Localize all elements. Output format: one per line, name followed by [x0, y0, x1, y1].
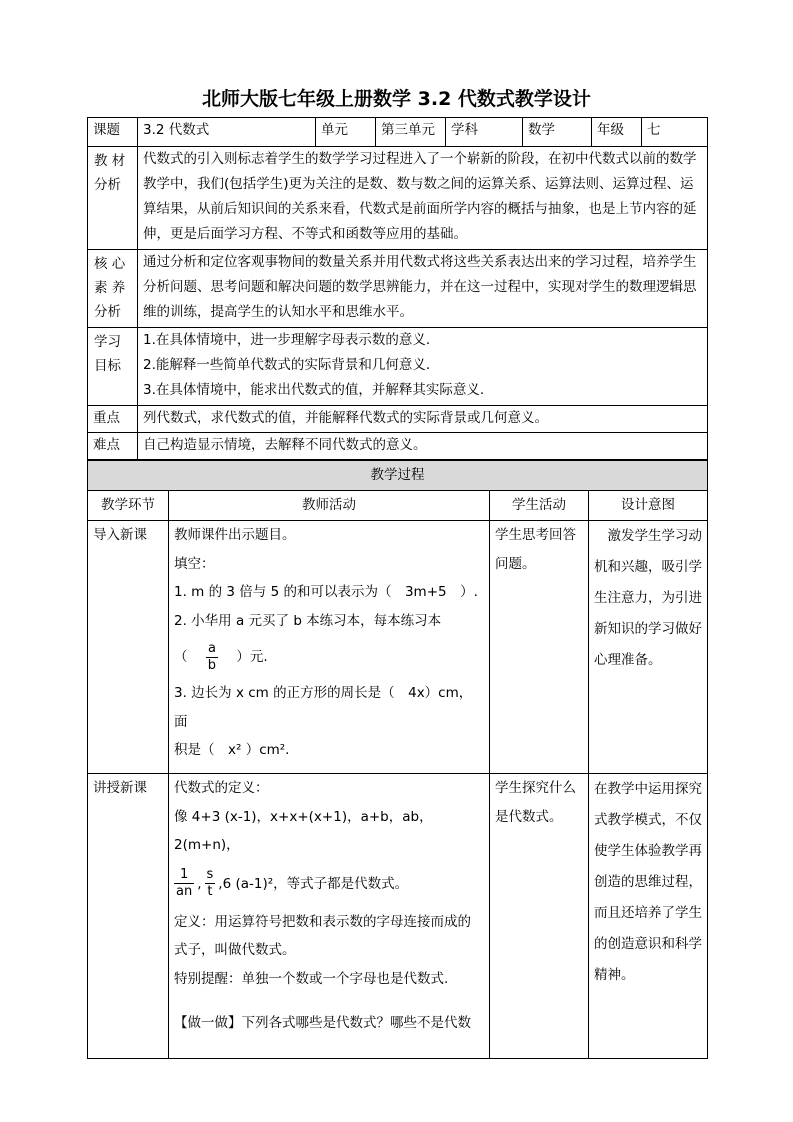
col-stage: 教学环节 [88, 491, 169, 521]
grade-label: 年级 [592, 118, 642, 147]
subject-value: 数学 [523, 118, 592, 147]
topic-value: 3.2 代数式 [138, 118, 316, 147]
goal-item: 2.能解释一些简单代数式的实际背景和几何意义. [143, 357, 431, 373]
col-teacher: 教师活动 [169, 491, 490, 521]
analysis-label: 教 材 分析 [88, 147, 138, 250]
goal-item: 1.在具体情境中，进一步理解字母表示数的意义. [143, 332, 431, 348]
key-point-text: 列代数式，求代数式的值，并能解释代数式的实际背景或几何意义。 [138, 406, 708, 433]
subject-label: 学科 [446, 118, 523, 147]
info-table [87, 117, 708, 460]
literacy-label: 核 心 素 养 分析 [88, 250, 138, 328]
intro-teacher: 教师课件出示题目。 填空： 1. m 的 3 倍与 5 的和可以表示为（ 3m+5 ）. 2. 小华用 a 元买了 b 本练习本，每本练习本 （ $\frac{a}{b}$ ）元. 3. 边长为 x cm 的正方形的周长是（ 4x）cm，面 积是（ x² ）cm². [169, 521, 490, 774]
col-student: 学生活动 [490, 491, 589, 521]
unit-value: 第三单元 [376, 118, 446, 147]
topic-label: 课题 [88, 118, 138, 147]
goals-list [138, 328, 708, 406]
intro-intent: 激发学生学习动机和兴趣，吸引学生注意力，为引进新知识的学习做好心理准备。 [589, 521, 708, 774]
new-intent: 在教学中运用探究式教学模式，不仅使学生体验教学再创造的思维过程，而且还培养了学生的创造意识和科学精神。 [589, 774, 708, 1059]
difficulty-text: 自己构造显示情境，去解释不同代数式的意义。 [138, 433, 708, 460]
fraction-a-over-b: $\frac{a}{b}$ [207, 640, 217, 673]
intro-student: 学生思考回答问题。 [490, 521, 589, 774]
fraction-examples: $\frac{1}{an}$ , $\frac{s}{t}$ ,6 (a-1)²，等式子都是代数式。 [176, 867, 409, 899]
new-student: 学生探究什么是代数式。 [490, 774, 589, 1059]
page-title: 北师大版七年级上册数学 3.2 代数式教学设计 [202, 88, 591, 110]
grade-value: 七 [642, 118, 708, 147]
difficulty-label: 难点 [88, 433, 138, 460]
unit-label: 单元 [316, 118, 376, 147]
literacy-text: 通过分析和定位客观事物间的数量关系并用代数式将这些关系表达出来的学习过程，培养学生分析问题、思考问题和解决问题的数学思辨能力，并在这一过程中，实现对学生的数理逻辑思维的训练，提高学生的认知水平和思维水平。 [138, 250, 708, 328]
col-intent: 设计意图 [589, 491, 708, 521]
goals-label: 学习 目标 [88, 328, 138, 406]
goal-item: 3.在具体情境中，能求出代数式的值，并解释其实际意义. [143, 382, 485, 398]
process-table [87, 460, 708, 1059]
analysis-text: 代数式的引入则标志着学生的数学学习过程进入了一个崭新的阶段，在初中代数式以前的数学教学中，我们(包括学生)更为关注的是数、数与数之间的运算关系、运算法则、运算过程、运算结果，从前后知识间的关系来看，代数式是前面所学内容的概括与抽象，也是上节内容的延伸，更是后面学习方程、不等式和函数等应用的基础。 [138, 147, 708, 250]
intro-stage: 导入新课 [88, 521, 169, 774]
key-point-label: 重点 [88, 406, 138, 433]
process-header: 教学过程 [88, 461, 708, 491]
fraction-line: （ $\frac{a}{b}$ ）元. [174, 640, 268, 673]
fraction-1-over-an: $\frac{1}{an}$ [176, 867, 193, 899]
new-stage: 讲授新课 [88, 774, 169, 1059]
fraction-s-over-t: $\frac{s}{t}$ [206, 867, 214, 899]
new-teacher: 代数式的定义： 像 4+3 (x-1)，x+x+(x+1)，a+b，ab，2(m+n)， $\frac{1}{an}$ , $\frac{s}{t}$ ,6 (a-1)²，等式子都是代数式。 定义：用运算符号把数和表示数的字母连接而成的式子，叫做代数式。 特别提醒：单独一个数或一个字母也是代数式. 【做一做】下列各式哪些是代数式？哪些不是代数 [169, 774, 490, 1059]
